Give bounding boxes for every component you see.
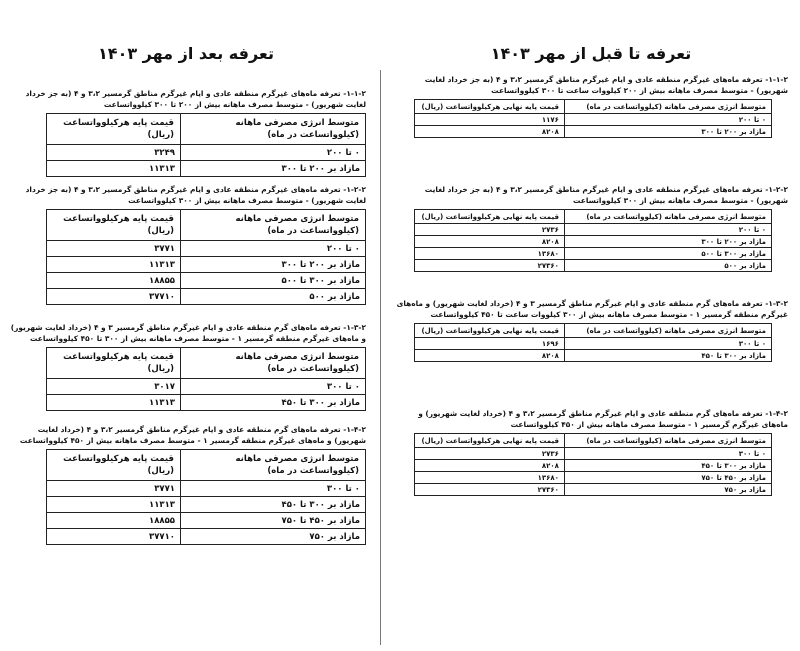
tariff-section [4, 88, 368, 177]
usage-cell: مازاد بر ۳۰۰ تا ۴۵۰ [564, 460, 771, 472]
usage-cell: ۰ تا ۳۰۰ [564, 448, 771, 460]
price-column-header: قیمت پایه هرکیلوواتساعت (ریال) [47, 348, 181, 379]
table-row [47, 161, 366, 177]
tariff-table [46, 209, 366, 305]
price-column-header: قیمت پایه هرکیلوواتساعت (ریال) [47, 114, 181, 145]
table-header-row [47, 114, 366, 145]
usage-column-header: متوسط انرژی مصرفی ماهانه (کیلوواتساعت در ماه) [180, 348, 365, 379]
usage-cell: ۰ تا ۳۰۰ [564, 338, 771, 350]
usage-cell: مازاد بر ۷۵۰ [564, 484, 771, 496]
section-description: ۱-۳-۲- تعرفه ماه‌های گرم منطقه عادی و ایام غیرگرم مناطق گرمسیر ۳ و ۴ (خرداد لغایت شهریور) و ماه‌های غیرگرم منطقه گرمسیر ۱ - متوسط مصرف ماهانه بیش از ۳۰۰ تا ۴۵۰ کیلوواتساعت [10, 323, 366, 343]
table-row [47, 395, 366, 411]
usage-cell: مازاد بر ۷۵۰ [180, 529, 365, 545]
price-cell: ۲۷۳۶ [415, 448, 565, 460]
table-row [415, 126, 772, 138]
usage-cell: ۰ تا ۲۰۰ [564, 224, 771, 236]
table-header-row [415, 434, 772, 448]
usage-cell: مازاد بر ۳۰۰ تا ۵۰۰ [564, 248, 771, 260]
usage-column-header: متوسط انرژی مصرفی ماهانه (کیلوواتساعت در ماه) [180, 114, 365, 145]
tariff-table [46, 113, 366, 177]
price-cell: ۱۶۹۶ [415, 338, 565, 350]
usage-cell: ۰ تا ۲۰۰ [180, 241, 365, 257]
table-row [47, 513, 366, 529]
usage-cell: ۰ تا ۲۰۰ [180, 145, 365, 161]
price-cell: ۳۰۱۷ [47, 379, 181, 395]
price-column-header: قیمت پایه نهایی هرکیلوواتساعت (ریال) [415, 324, 565, 338]
section-description: ۱-۱-۲- تعرفه ماه‌های غیرگرم منطقه عادی و ایام غیرگرم مناطق گرمسیر ۳،۲ و ۴ (به جز خرداد لغایت شهریور) - متوسط مصرف ماهانه بیش از ۲۰۰ کیلووات ساعت تا ۳۰۰ کیلوواتساعت [424, 75, 788, 95]
usage-column-header: متوسط انرژی مصرفی ماهانه (کیلوواتساعت در ماه) [564, 210, 771, 224]
column-divider [380, 70, 381, 645]
table-header-row [47, 450, 366, 481]
price-cell: ۲۷۳۶۰ [415, 260, 565, 272]
price-cell: ۱۳۶۸۰ [415, 472, 565, 484]
price-cell: ۱۸۸۵۵ [47, 273, 181, 289]
usage-cell: مازاد بر ۵۰۰ [564, 260, 771, 272]
tariff-section [392, 298, 790, 362]
tariff-section [392, 408, 790, 496]
table-row [47, 497, 366, 513]
tariff-before-title: تعرفه تا قبل از مهر ۱۴۰۳ [490, 44, 692, 63]
usage-cell: مازاد بر ۲۰۰ تا ۳۰۰ [564, 236, 771, 248]
usage-cell: مازاد بر ۳۰۰ تا ۴۵۰ [180, 497, 365, 513]
price-column-header: قیمت پایه هرکیلوواتساعت (ریال) [47, 210, 181, 241]
usage-cell: مازاد بر ۵۰۰ [180, 289, 365, 305]
tariff-section [392, 74, 790, 138]
price-cell: ۸۲۰۸ [415, 460, 565, 472]
tariff-table [414, 433, 772, 496]
price-cell: ۲۷۳۶ [415, 224, 565, 236]
usage-column-header: متوسط انرژی مصرفی ماهانه (کیلوواتساعت در ماه) [180, 450, 365, 481]
table-row [47, 481, 366, 497]
tariff-table [46, 449, 366, 545]
price-column-header: قیمت پایه نهایی هرکیلوواتساعت (ریال) [415, 210, 565, 224]
usage-cell: مازاد بر ۴۵۰ تا ۷۵۰ [564, 472, 771, 484]
price-cell: ۱۳۶۸۰ [415, 248, 565, 260]
price-cell: ۳۷۷۱ [47, 481, 181, 497]
table-row [47, 379, 366, 395]
price-cell: ۸۲۰۸ [415, 236, 565, 248]
usage-cell: مازاد بر ۲۰۰ تا ۳۰۰ [180, 257, 365, 273]
price-cell: ۱۸۸۵۵ [47, 513, 181, 529]
table-row [415, 472, 772, 484]
section-description: ۱-۱-۲- تعرفه ماه‌های غیرگرم منطقه عادی و ایام غیرگرم مناطق گرمسیر ۳،۲ و ۴ (به جز خرداد لغایت شهریور) - متوسط مصرف ماهانه بیش از ۲۰۰ تا ۳۰۰ کیلوواتساعت [25, 89, 366, 109]
table-row [415, 236, 772, 248]
table-header-row [415, 100, 772, 114]
tariff-after-title: تعرفه بعد از مهر ۱۴۰۳ [98, 44, 274, 63]
price-cell: ۱۱۷۶ [415, 114, 565, 126]
price-cell: ۳۷۷۱۰ [47, 289, 181, 305]
table-row [47, 273, 366, 289]
section-description: ۱-۴-۲- تعرفه ماه‌های گرم منطقه عادی و ایام غیرگرم مناطق گرمسیر ۳،۲ و ۴ (خرداد لغایت شهریور) و ماه‌های غیرگرم منطقه گرمسیر ۱ - متوسط مصرف ماهانه بیش از ۴۵۰ کیلوواتساعت [19, 425, 366, 445]
table-row [47, 145, 366, 161]
price-cell: ۱۱۳۱۳ [47, 257, 181, 273]
price-cell: ۸۲۰۸ [415, 126, 565, 138]
tariff-section [392, 184, 790, 272]
usage-cell: مازاد بر ۲۰۰ تا ۳۰۰ [180, 161, 365, 177]
section-description: ۱-۴-۲- تعرفه ماه‌های گرم منطقه عادی و ایام غیرگرم مناطق گرمسیر ۳،۲ و ۴ (خرداد لغایت شهریور) و ماه‌های غیرگرم گرمسیر ۱ - متوسط مصرف ماهانه بیش از ۴۵۰ کیلوواتساعت [418, 409, 788, 429]
tariff-table [414, 323, 772, 362]
table-row [415, 448, 772, 460]
table-row [415, 338, 772, 350]
table-row [415, 114, 772, 126]
tariff-section [4, 322, 368, 411]
section-description: ۱-۳-۲- تعرفه ماه‌های گرم منطقه عادی و ایام غیرگرم مناطق گرمسیر ۳ و ۴ (خرداد لغایت شهریور) و ماه‌های غیرگرم منطقه گرمسیر ۱ - متوسط مصرف ماهانه بیش از ۳۰۰ کیلووات ساعت تا ۴۵۰ کیلوواتساعت [396, 299, 788, 319]
table-row [47, 257, 366, 273]
table-row [47, 529, 366, 545]
usage-column-header: متوسط انرژی مصرفی ماهانه (کیلوواتساعت در ماه) [564, 434, 771, 448]
table-header-row [415, 324, 772, 338]
usage-cell: مازاد بر ۳۰۰ تا ۴۵۰ [564, 350, 771, 362]
tariff-table [414, 209, 772, 272]
usage-cell: مازاد بر ۲۰۰ تا ۳۰۰ [564, 126, 771, 138]
table-header-row [47, 348, 366, 379]
tariff-table [46, 347, 366, 411]
usage-column-header: متوسط انرژی مصرفی ماهانه (کیلوواتساعت در ماه) [564, 324, 771, 338]
table-row [47, 289, 366, 305]
section-description: ۱-۲-۲- تعرفه ماه‌های غیرگرم منطقه عادی و ایام غیرگرم مناطق گرمسیر ۳،۲ و ۴ (به جز خرداد لغایت شهریور) - متوسط مصرف ماهانه بیش از ۳۰۰ کیلوواتساعت [25, 185, 366, 205]
usage-column-header: متوسط انرژی مصرفی ماهانه (کیلوواتساعت در ماه) [180, 210, 365, 241]
table-row [415, 260, 772, 272]
price-cell: ۸۲۰۸ [415, 350, 565, 362]
tariff-table [414, 99, 772, 138]
usage-cell: ۰ تا ۳۰۰ [180, 379, 365, 395]
price-cell: ۳۷۷۱۰ [47, 529, 181, 545]
section-description: ۱-۲-۲- تعرفه ماه‌های غیرگرم منطقه عادی و ایام غیرگرم مناطق گرمسیر ۳،۲ و ۴ (به جز خرداد لغایت شهریور) - متوسط مصرف ماهانه بیش از ۳۰۰ کیلوواتساعت [424, 185, 788, 205]
table-row [415, 460, 772, 472]
table-row [415, 248, 772, 260]
price-column-header: قیمت پایه هرکیلوواتساعت (ریال) [47, 450, 181, 481]
price-column-header: قیمت پایه نهایی هرکیلوواتساعت (ریال) [415, 100, 565, 114]
price-cell: ۳۲۴۹ [47, 145, 181, 161]
price-column-header: قیمت پایه نهایی هرکیلوواتساعت (ریال) [415, 434, 565, 448]
tariff-section [4, 424, 368, 545]
table-header-row [415, 210, 772, 224]
table-row [47, 241, 366, 257]
table-row [415, 224, 772, 236]
price-cell: ۱۱۳۱۳ [47, 395, 181, 411]
price-cell: ۱۱۳۱۳ [47, 497, 181, 513]
table-header-row [47, 210, 366, 241]
usage-cell: مازاد بر ۴۵۰ تا ۷۵۰ [180, 513, 365, 529]
tariff-section [4, 184, 368, 305]
table-row [415, 350, 772, 362]
price-cell: ۲۷۳۶۰ [415, 484, 565, 496]
price-cell: ۳۷۷۱ [47, 241, 181, 257]
price-cell: ۱۱۳۱۳ [47, 161, 181, 177]
usage-cell: مازاد بر ۳۰۰ تا ۵۰۰ [180, 273, 365, 289]
usage-cell: ۰ تا ۲۰۰ [564, 114, 771, 126]
usage-column-header: متوسط انرژی مصرفی ماهانه (کیلوواتساعت در ماه) [564, 100, 771, 114]
table-row [415, 484, 772, 496]
usage-cell: ۰ تا ۳۰۰ [180, 481, 365, 497]
usage-cell: مازاد بر ۳۰۰ تا ۴۵۰ [180, 395, 365, 411]
